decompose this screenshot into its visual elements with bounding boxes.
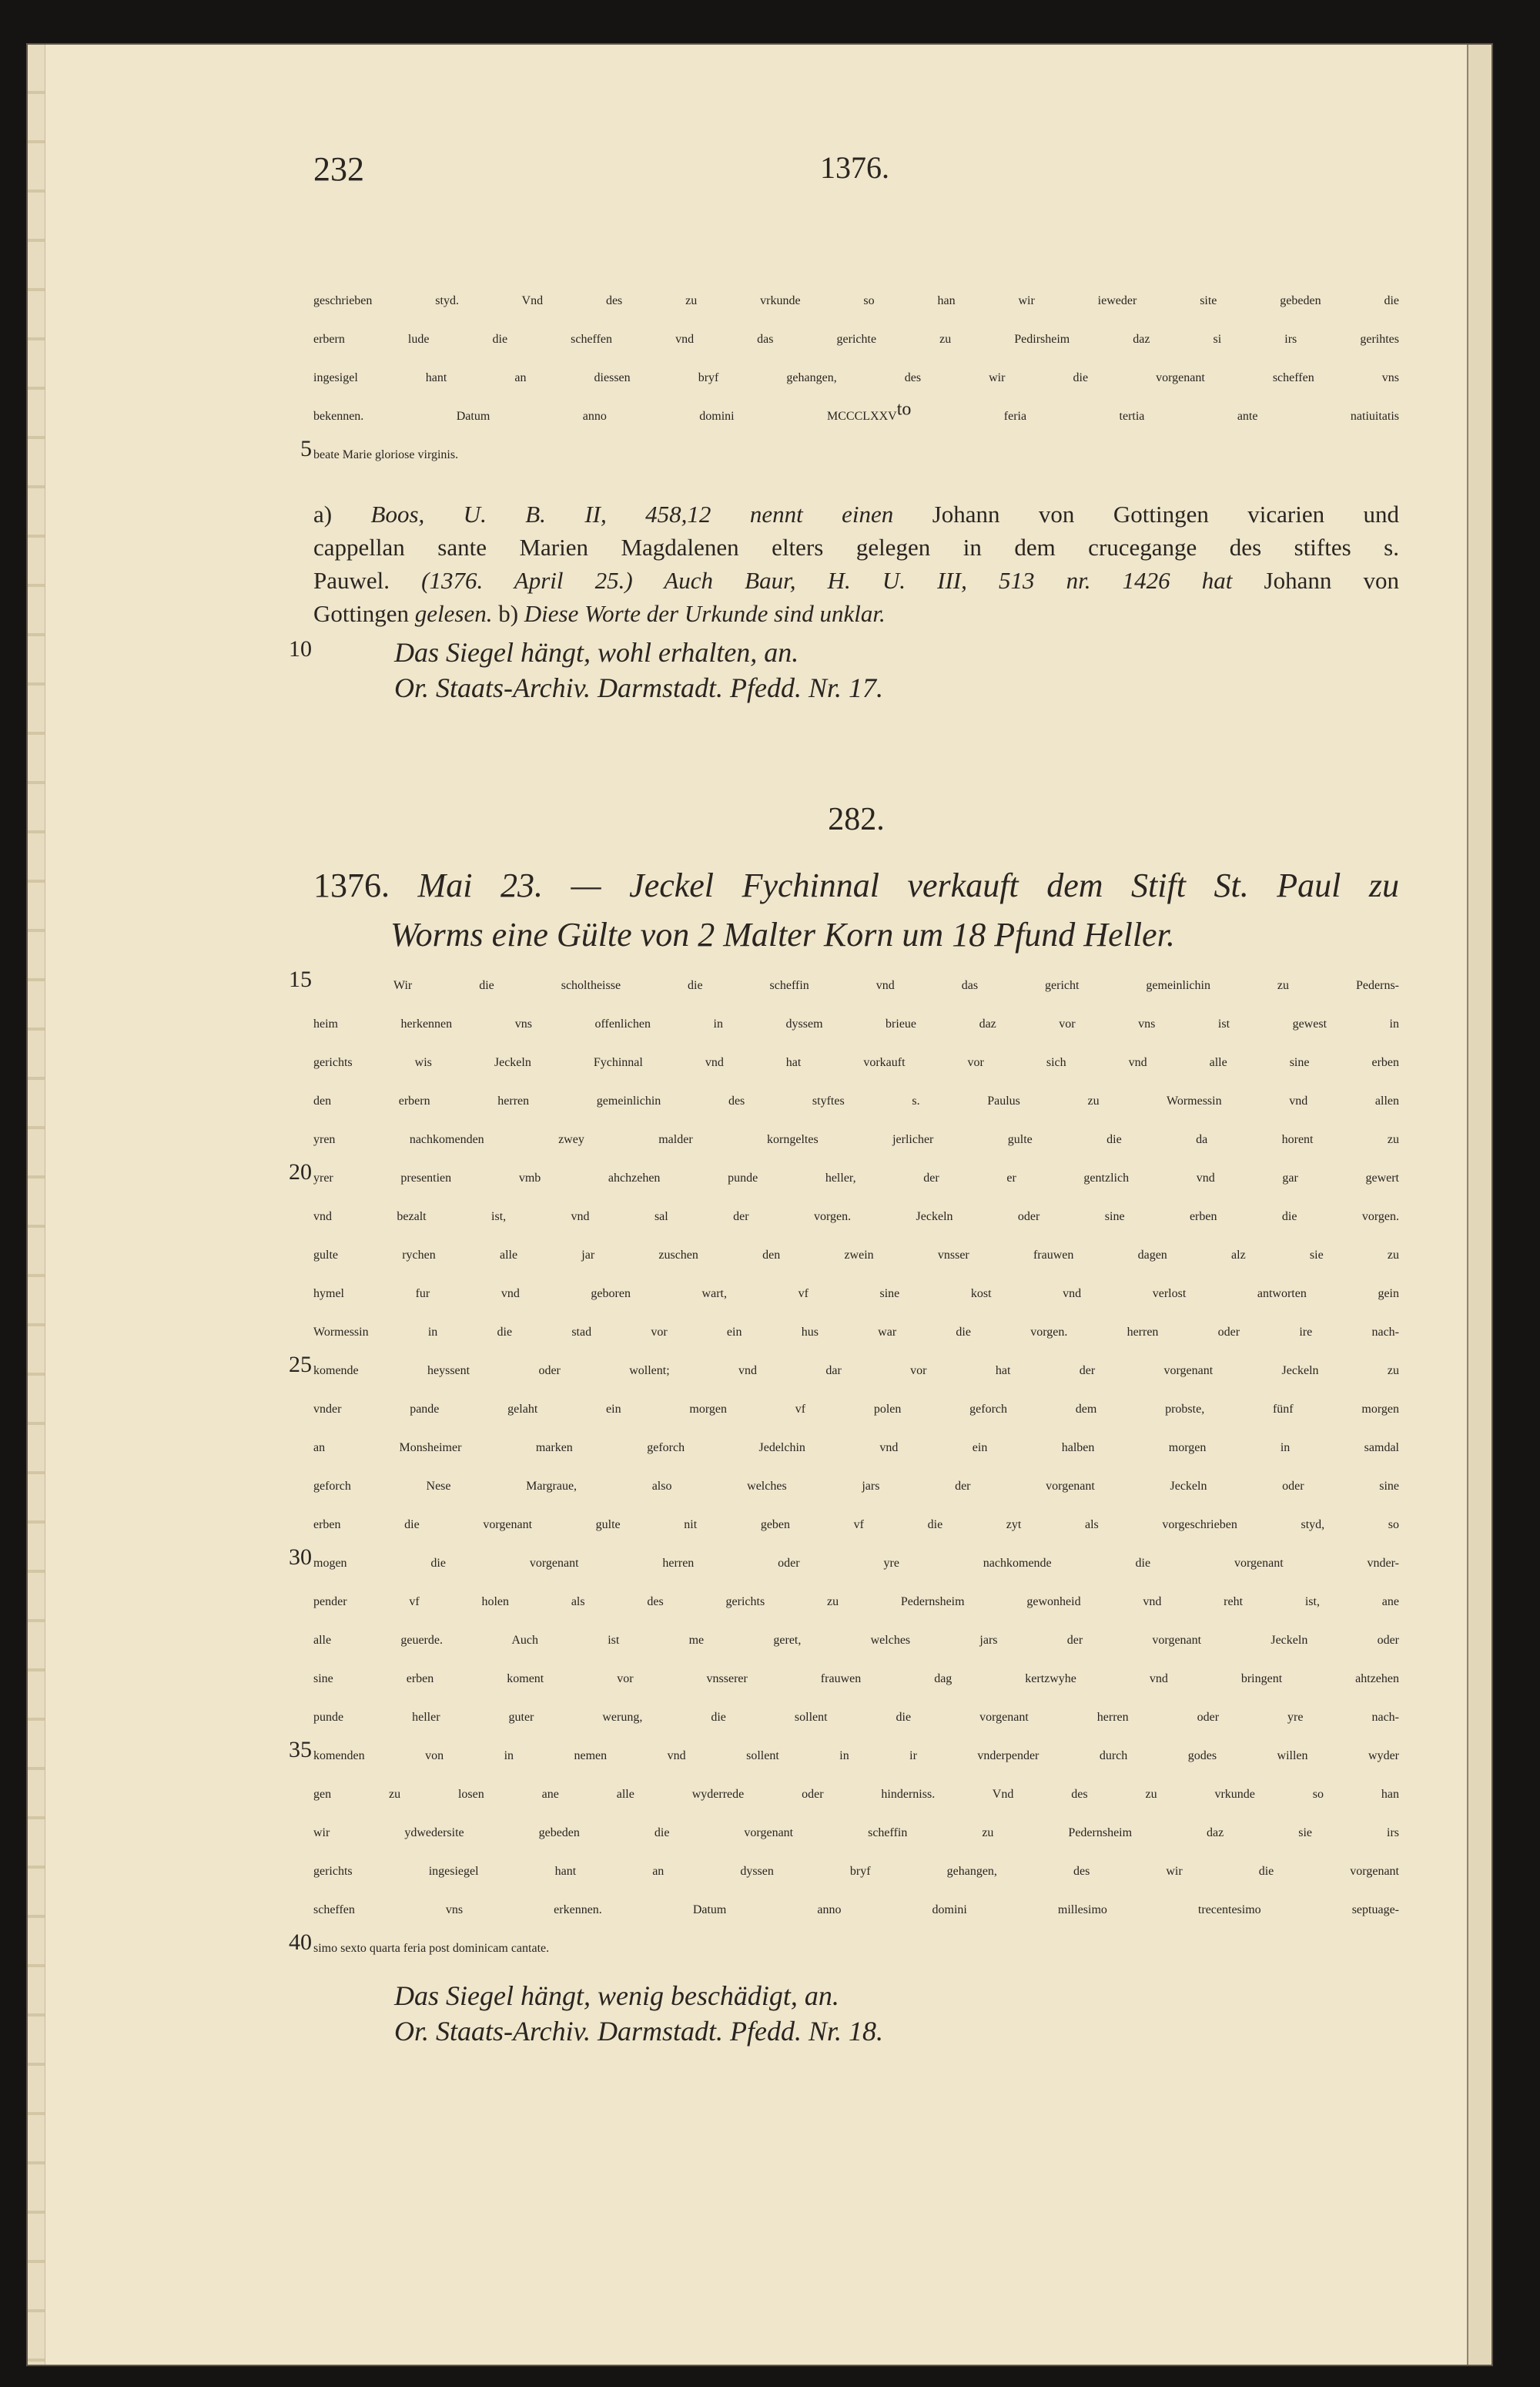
text-line: bekennen. Datum anno domini MCCCLXXVto feria tertia ante natiuitatis bbox=[313, 399, 1399, 423]
line-number: 20 bbox=[289, 1159, 312, 1185]
footnote-line: Pauwel. (1376. April 25.) Auch Baur, H. U. III, 513 nr. 1426 hat Johann von bbox=[313, 567, 1400, 594]
document-number: 282. bbox=[828, 802, 885, 837]
text-line: erben die vorgenant gulte nit geben vf die zyt als vorgeschrieben styd, so bbox=[313, 1518, 1399, 1531]
page-edge-left bbox=[28, 45, 45, 2365]
footnote-line: a) Boos, U. B. II, 458,12 nennt einen Johann von Gottingen vicarien und bbox=[313, 501, 1399, 528]
text-line: mogen die vorgenant herren oder yre nachkomende die vorgenant vnder- bbox=[313, 1557, 1399, 1570]
text-line: yrer presentien vmb ahchzehen punde heller, der er gentzlich vnd gar gewert bbox=[313, 1172, 1399, 1185]
document-body bbox=[313, 967, 1399, 1968]
footnote-line: cappellan sante Marien Magdalenen elters gelegen in dem crucegange des stiftes s. bbox=[313, 534, 1399, 561]
line-number: 30 bbox=[289, 1544, 312, 1570]
text-line: hymel fur vnd geboren wart, vf sine kost vnd verlost antworten gein bbox=[313, 1287, 1399, 1300]
text-line: heim herkennen vns offenlichen in dyssem brieue daz vor vns ist gewest in bbox=[313, 1017, 1399, 1031]
text-line: vnder pande gelaht ein morgen vf polen geforch dem probste, fünf morgen bbox=[313, 1403, 1399, 1416]
text-line: punde heller guter werung, die sollent die vorgenant herren oder yre nach- bbox=[313, 1711, 1399, 1724]
text-line: Wir die scholtheisse die scheffin vnd das gericht gemeinlichin zu Pederns- bbox=[393, 979, 1399, 992]
seal-note-1: Das Siegel hängt, wohl erhalten, an. Or. Staats-Archiv. Darmstadt. Pfedd. Nr. 17. bbox=[394, 637, 883, 703]
text-line: den erbern herren gemeinlichin des styftes s. Paulus zu Wormessin vnd allen bbox=[313, 1095, 1399, 1108]
line-number: 15 bbox=[289, 967, 312, 992]
text-line: wir ydwedersite gebeden die vorgenant scheffin zu Pedernsheim daz sie irs bbox=[313, 1826, 1399, 1839]
text-line: vnd bezalt ist, vnd sal der vorgen. Jeckeln oder sine erben die vorgen. bbox=[313, 1210, 1399, 1223]
running-head bbox=[313, 149, 1399, 196]
footnote-line: Gottingen gelesen. b) Diese Worte der Urkunde sind unklar. bbox=[313, 600, 886, 627]
text-line: komenden von in nemen vnd sollent in ir vnderpender durch godes willen wyder bbox=[313, 1749, 1399, 1762]
text-line: geforch Nese Margraue, also welches jars der vorgenant Jeckeln oder sine bbox=[313, 1480, 1399, 1493]
text-line: sine erben koment vor vnsserer frauwen dag kertzwyhe vnd bringent ahtzehen bbox=[313, 1672, 1399, 1685]
text-line: pender vf holen als des gerichts zu Pedernsheim gewonheid vnd reht ist, ane bbox=[313, 1595, 1399, 1608]
text-line: gerichts ingesiegel hant an dyssen bryf gehangen, des wir die vorgenant bbox=[313, 1865, 1399, 1878]
text-line: scheffen vns erkennen. Datum anno domini millesimo trecentesimo septuage- bbox=[313, 1903, 1399, 1916]
line-number: 10 bbox=[289, 636, 312, 662]
text-line: ingesigel hant an diessen bryf gehangen, des wir die vorgenant scheffen vns bbox=[313, 371, 1399, 384]
text-line: erbern lude die scheffen vnd das gerichte zu Pedirsheim daz si irs gerihtes bbox=[313, 333, 1399, 346]
text-line: gerichts wis Jeckeln Fychinnal vnd hat vorkauft vor sich vnd alle sine erben bbox=[313, 1056, 1399, 1069]
line-number: 5 bbox=[300, 436, 312, 461]
text-line: geschrieben styd. Vnd des zu vrkunde so han wir ieweder site gebeden die bbox=[313, 294, 1399, 307]
seal-note-2: Das Siegel hängt, wenig beschädigt, an. Or. Staats-Archiv. Darmstadt. Pfedd. Nr. 18. bbox=[394, 1980, 883, 2047]
footnotes bbox=[313, 498, 1399, 630]
text-line: beate Marie gloriose virginis. bbox=[313, 448, 459, 461]
text-line: komende heyssent oder wollent; vnd dar vor hat der vorgenant Jeckeln zu bbox=[313, 1364, 1399, 1377]
preceding-text bbox=[313, 282, 1399, 474]
text-line: simo sexto quarta feria post dominicam cantate. bbox=[313, 1942, 550, 1955]
line-number: 40 bbox=[289, 1929, 312, 1955]
superscript: to bbox=[896, 399, 912, 420]
line-number: 25 bbox=[289, 1352, 312, 1377]
text-line: gulte rychen alle jar zuschen den zwein vnsser frauwen dagen alz sie zu bbox=[313, 1249, 1399, 1262]
page-edge-right bbox=[1467, 45, 1491, 2365]
text-line: an Monsheimer marken geforch Jedelchin vnd ein halben morgen in samdal bbox=[313, 1441, 1399, 1454]
text-line: yren nachkomenden zwey malder korngeltes jerlicher gulte die da horent zu bbox=[313, 1133, 1399, 1146]
running-head-year: 1376. bbox=[820, 150, 889, 185]
document-title: 1376. Mai 23. — Jeckel Fychinnal verkauft dem Stift St. Paul zu Worms eine Gülte von 2 Malter Korn um 18 Pfund Heller. bbox=[313, 867, 1399, 954]
line-number: 35 bbox=[289, 1737, 312, 1762]
text-line: gen zu losen ane alle wyderrede oder hinderniss. Vnd des zu vrkunde so han bbox=[313, 1788, 1399, 1801]
text-line: alle geuerde. Auch ist me geret, welches jars der vorgenant Jeckeln oder bbox=[313, 1634, 1399, 1647]
text-line: Wormessin in die stad vor ein hus war die vorgen. herren oder ire nach- bbox=[313, 1326, 1399, 1339]
page-number: 232 bbox=[313, 150, 364, 188]
